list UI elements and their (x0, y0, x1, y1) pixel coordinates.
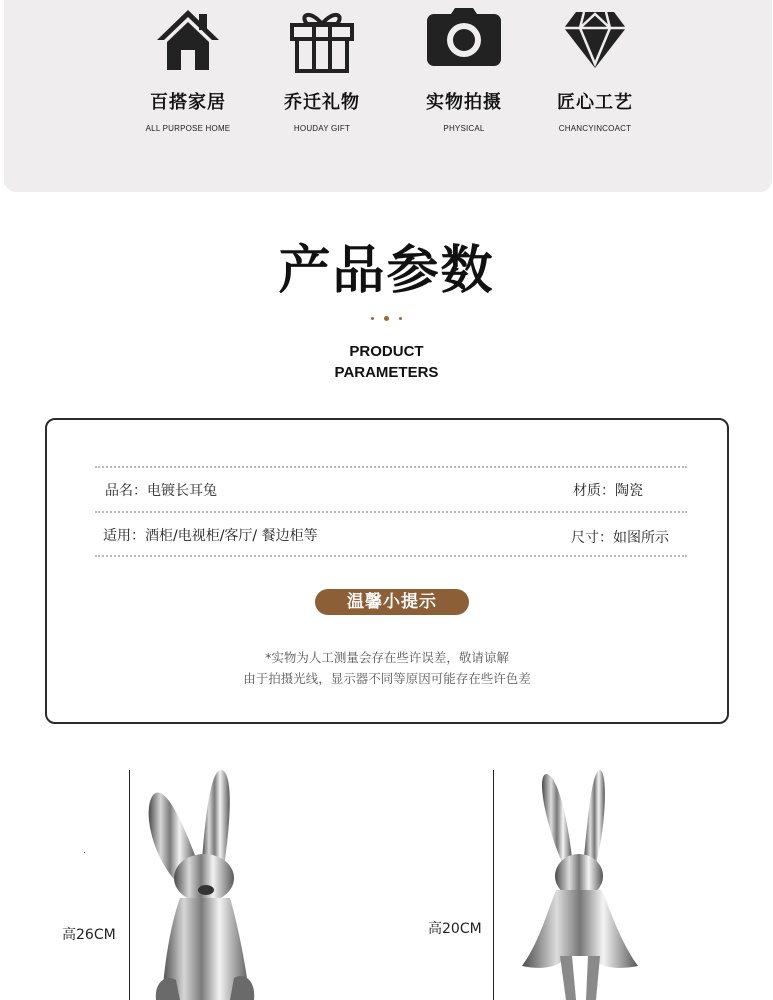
feature-title: 百搭家居 (150, 92, 226, 113)
feature-physical (394, 0, 534, 133)
feature-banner (4, 0, 772, 192)
height-label: 高26CM (62, 927, 116, 943)
feature-title: 匠心工艺 (557, 92, 633, 113)
diamond-icon (525, 0, 665, 78)
rabbit-figurine-image (140, 766, 280, 1000)
divider (95, 555, 687, 557)
param-product-name: 品名：电镀长耳兔 (105, 483, 217, 499)
height-ruler (493, 770, 494, 1000)
feature-subtitle: ALL PURPOSE HOME (145, 124, 231, 133)
gift-icon (252, 0, 392, 78)
height-label: 高20CM (428, 921, 482, 937)
section-subtitle-line1: PRODUCT (349, 343, 424, 360)
feature-subtitle: PHYSICAL (443, 124, 485, 133)
notice-line-color: 由于拍摄光线，显示器不同等原因可能存在些许色差 (243, 671, 531, 686)
decorative-dots (0, 316, 773, 321)
decorative-dot (84, 852, 85, 853)
feature-craftsmanship (525, 0, 665, 133)
divider (95, 466, 687, 468)
height-ruler (129, 770, 130, 1000)
rabbit-figurine-image (510, 766, 650, 1000)
divider (95, 511, 687, 513)
param-size: 尺寸：如图所示 (571, 530, 669, 546)
camera-icon (394, 0, 534, 78)
parameters-box (45, 418, 729, 724)
notice-line-measurement: *实物为人工测量会存在些许误差，敬请谅解 (265, 650, 509, 665)
feature-title: 实物拍摄 (426, 92, 502, 113)
section-subtitle (0, 341, 773, 383)
feature-title: 乔迁礼物 (284, 92, 360, 113)
tip-badge: 温馨小提示 (315, 589, 469, 615)
section-subtitle-line2: PARAMETERS (334, 364, 439, 381)
feature-subtitle: HOUDAY GIFT (293, 124, 351, 133)
feature-all-purpose-home (118, 0, 258, 133)
param-usage: 适用：酒柜/电视柜/客厅/ 餐边柜等 (103, 528, 318, 544)
section-title: 产品参数 (278, 240, 495, 301)
house-icon (118, 0, 258, 78)
feature-holiday-gift (252, 0, 392, 133)
param-material: 材质：陶瓷 (573, 483, 643, 499)
feature-subtitle: CHANCYINCOACT (558, 124, 632, 133)
